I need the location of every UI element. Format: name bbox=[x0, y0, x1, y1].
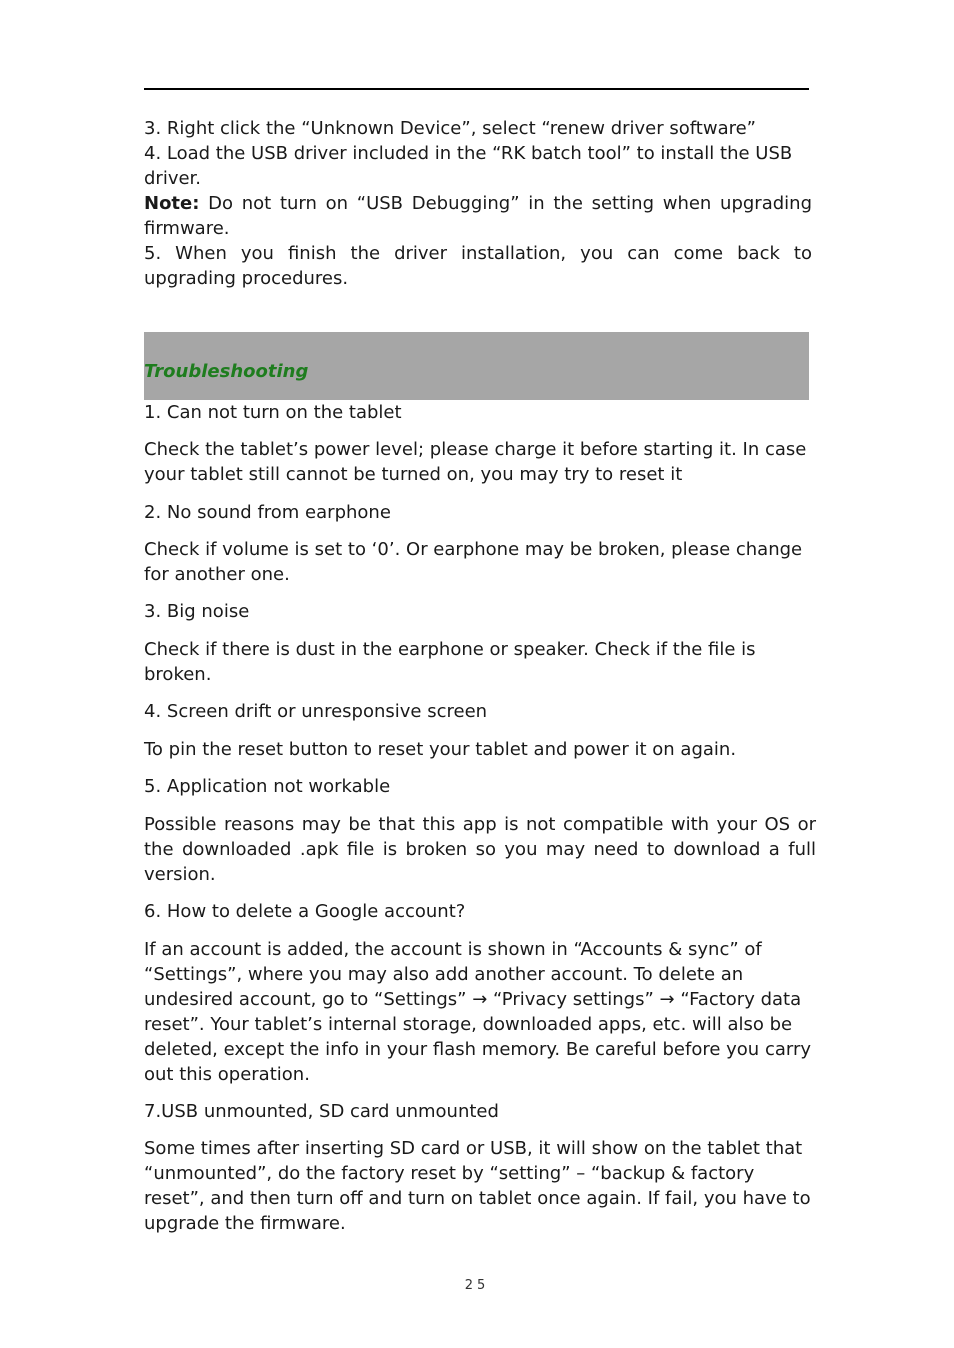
item-7 bbox=[144, 1099, 816, 1124]
note-label: Note: bbox=[144, 193, 200, 214]
item-body: Possible reasons may be that this app is not compatible with your OS or the downloaded .apk file is broken so you may need to download a full version. bbox=[144, 814, 816, 885]
page-number: 25 bbox=[464, 1278, 490, 1293]
step-4: 4. Load the USB driver included in the “RK batch tool” to install the USB driver. bbox=[144, 143, 793, 189]
note-paragraph bbox=[144, 191, 812, 241]
item-1-body bbox=[144, 437, 816, 487]
item-body: Check the tablet’s power level; please charge it before starting it. In case your tablet still cannot be turned on, you may try to reset it bbox=[144, 439, 807, 485]
item-4 bbox=[144, 699, 816, 724]
item-5-body bbox=[144, 812, 816, 887]
item-heading: 1. Can not turn on the tablet bbox=[144, 402, 402, 423]
driver-steps bbox=[144, 116, 812, 291]
item-3 bbox=[144, 599, 816, 624]
item-heading: 6. How to delete a Google account? bbox=[144, 901, 466, 922]
item-1 bbox=[144, 400, 816, 425]
item-heading: 4. Screen drift or unresponsive screen bbox=[144, 701, 488, 722]
item-body: Some times after inserting SD card or USB, it will show on the tablet that “unmounted”, do the factory reset by “setting” – “backup & factory reset”, and then turn off and turn on tablet once again. If fail, you have to upgrade the firmware. bbox=[144, 1138, 811, 1234]
troubleshooting-section-bar bbox=[144, 332, 809, 400]
item-3-body bbox=[144, 637, 816, 687]
item-body: Check if there is dust in the earphone or speaker. Check if the file is broken. bbox=[144, 639, 756, 685]
item-body: If an account is added, the account is shown in “Accounts & sync” of “Settings”, where you may also add another account. To delete an undesired account, go to “Settings” → “Privacy settings” → “Factory data reset”. Your tablet’s internal storage, downloaded apps, etc. will also be deleted, except the info in your flash memory. Be careful before you carry out this operation. bbox=[144, 939, 812, 1085]
item-heading: 7.USB unmounted, SD card unmounted bbox=[144, 1101, 499, 1122]
section-title: Troubleshooting bbox=[144, 361, 309, 382]
note-text: Do not turn on “USB Debugging” in the setting when upgrading firmware. bbox=[144, 193, 812, 239]
item-4-body bbox=[144, 737, 816, 762]
step-3: 3. Right click the “Unknown Device”, select “renew driver software” bbox=[144, 118, 756, 139]
step-5: 5. When you finish the driver installation, you can come back to upgrading procedures. bbox=[144, 243, 812, 289]
item-body: Check if volume is set to ‘0’. Or earphone may be broken, please change for another one. bbox=[144, 539, 803, 585]
item-body: To pin the reset button to reset your tablet and power it on again. bbox=[144, 739, 737, 760]
item-heading: 2. No sound from earphone bbox=[144, 502, 391, 523]
item-6-body bbox=[144, 937, 816, 1087]
item-2-body bbox=[144, 537, 816, 587]
item-7-body bbox=[144, 1136, 816, 1236]
item-2 bbox=[144, 500, 816, 525]
header-rule bbox=[144, 88, 809, 90]
item-heading: 5. Application not workable bbox=[144, 776, 391, 797]
item-heading: 3. Big noise bbox=[144, 601, 250, 622]
item-5 bbox=[144, 774, 816, 799]
item-6 bbox=[144, 899, 816, 924]
